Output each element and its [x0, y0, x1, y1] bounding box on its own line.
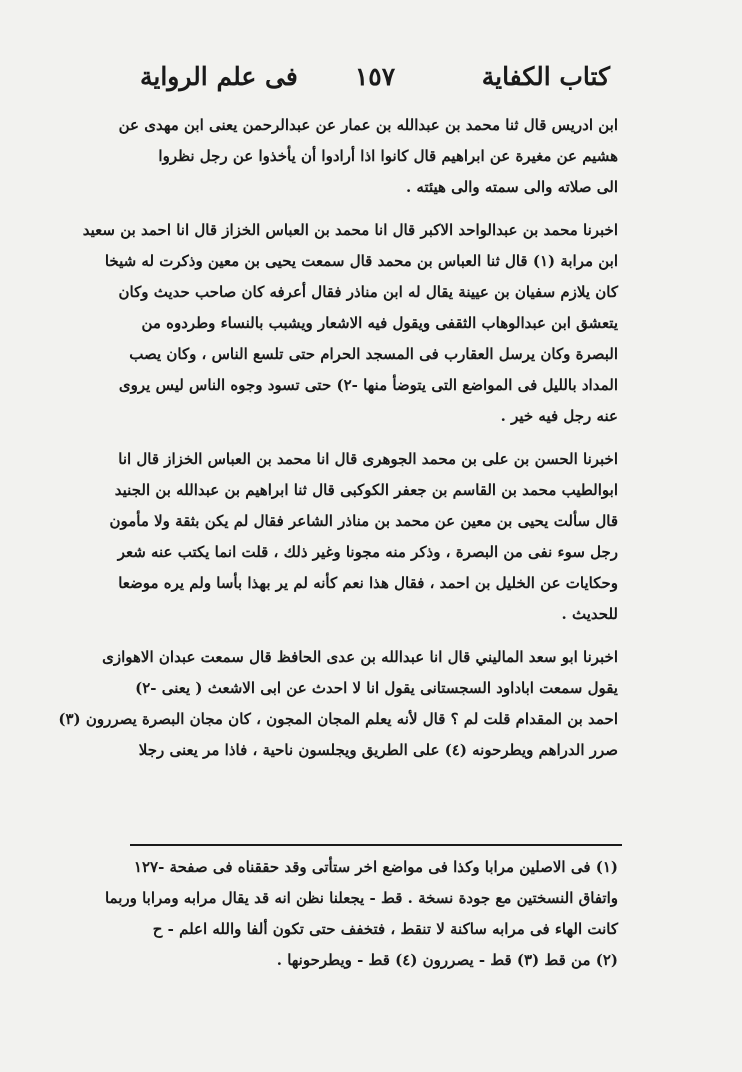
text-line: ابن ادريس قال ثنا محمد بن عبدالله بن عمار عن عبدالرحمن يعنى ابن مهدى عن: [118, 116, 618, 134]
text-line: كان يلازم سفيان بن عيينة يقال له ابن مناذر فقال أعرفه كان صاحب حديث وكان: [118, 283, 618, 301]
text-line: رجل سوء نفى من البصرة ، وذكر منه مجونا وغير ذلك ، قلت انما يكتب عنه شعر: [117, 543, 618, 561]
text-line: قال سألت يحيى بن معين عن محمد بن مناذر الشاعر فقال لم يكن بثقة ولا مأمون: [109, 512, 618, 530]
main-text: [58, 110, 618, 778]
text-line: وحكايات عن الخليل بن احمد ، فقال هذا نعم كأنه لم ير بهذا بأسا ولم يره موضعا: [118, 574, 618, 592]
text-line: المداد بالليل فى المواضع التى يتوضأ منها -٢) حتى تسود وجوه الناس ليس يروى: [118, 376, 618, 394]
footnote-line: (٢) من قط (٣) قط - يصررون (٤) قط - ويطرحونها .: [276, 951, 618, 969]
text-line: احمد بن المقدام قلت لم ؟ قال لأنه يعلم المجان المجون ، كان مجان البصرة يصررون (٣): [58, 710, 618, 728]
text-line: عنه رجل فيه خير .: [500, 407, 618, 425]
text-line: البصرة وكان يرسل العقارب فى المسجد الحرام حتى تلسع الناس ، وكان يصب: [129, 345, 618, 363]
footnote-line: (١) فى الاصلين مرابا وكذا فى مواضع اخر ستأتى وقد حققناه فى صفحة -١٢٧: [133, 858, 618, 876]
section-title: فى علم الرواية: [140, 62, 298, 91]
text-line: اخبرنا ابو سعد الماليني قال انا عبدالله بن عدى الحافظ قال سمعت عبدان الاهوازى: [102, 648, 618, 666]
text-line: يقول سمعت اباداود السجستانى يقول انا لا احدث عن ابى الاشعث ( يعنى -٢): [135, 679, 618, 697]
text-line: للحديث .: [561, 605, 618, 623]
page-header: [140, 62, 610, 102]
footnote-line: واتفاق النسختين مع جودة نسخة . قط - يجعلنا نظن انه قد يقال مرابه ومرابا وربما: [104, 889, 618, 907]
footnote-divider: [130, 844, 622, 846]
text-line: ابوالطيب محمد بن القاسم بن جعفر الكوكبى قال ثنا ابراهيم بن عبدالله بن الجنيد: [114, 481, 618, 499]
paragraph-2: [82, 215, 618, 432]
page-number: ١٥٧: [354, 62, 396, 91]
paragraph-4: [58, 642, 618, 766]
text-line: يتعشق ابن عبدالوهاب الثقفى ويقول فيه الاشعار ويشبب بالنساء وطردوه من: [141, 314, 618, 332]
paragraph-1: [118, 110, 618, 203]
text-line: صرر الدراهم ويطرحونه (٤) على الطريق ويجلسون ناحية ، فاذا مر يعنى رجلا: [138, 741, 618, 759]
text-line: اخبرنا محمد بن عبدالواحد الاكبر قال انا محمد بن العباس الخزاز قال انا احمد بن سعيد: [82, 221, 618, 239]
footnote-line: كانت الهاء فى مرابه ساكنة لا تنقط ، فتخفف حتى تكون ألفا والله اعلم - ح: [152, 920, 618, 938]
text-line: ابن مرابة (١) قال ثنا العباس بن محمد قال سمعت يحيى بن معين وذكرت له شيخا: [104, 252, 618, 270]
paragraph-3: [109, 444, 618, 630]
text-line: الى صلاته والى سمته والى هيئته .: [405, 178, 618, 196]
book-title: كتاب الكفاية: [481, 62, 610, 91]
text-line: هشيم عن مغيرة عن ابراهيم قال كانوا اذا أرادوا أن يأخذوا عن رجل نظروا: [158, 147, 618, 165]
footnotes: [104, 852, 618, 976]
text-line: اخبرنا الحسن بن على بن محمد الجوهرى قال انا محمد بن العباس الخزاز قال انا: [118, 450, 618, 468]
